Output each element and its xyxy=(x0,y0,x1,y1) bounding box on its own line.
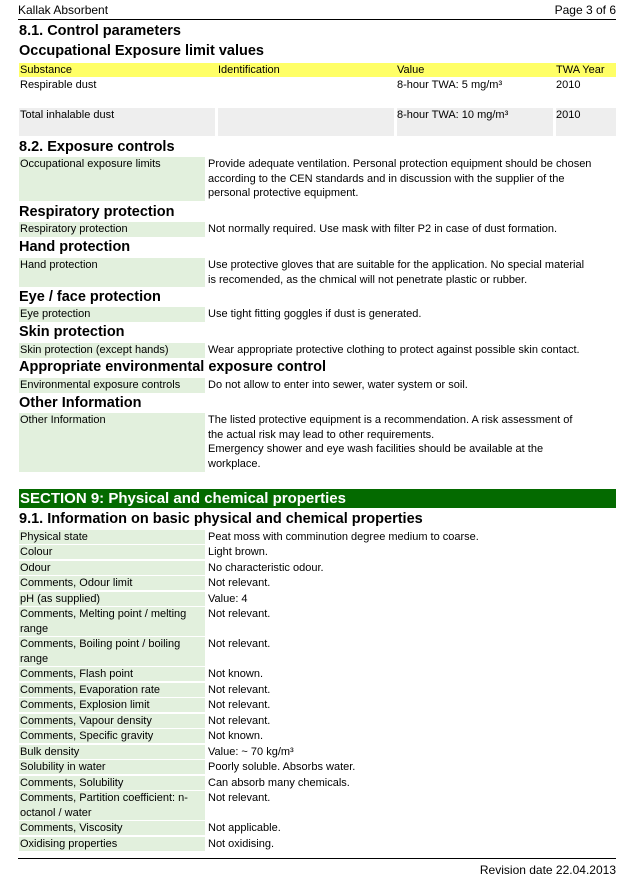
property-label-line: Comments, Solubility xyxy=(20,777,124,789)
value-skin: Wear appropriate protective clothing to protect against possible skin contact. xyxy=(208,344,580,356)
property-value: Not oxidising. xyxy=(208,838,275,850)
value-environmental: Do not allow to enter into sewer, water system or soil. xyxy=(208,379,468,391)
value-respiratory: Not normally required. Use mask with filter P2 in case of dust formation. xyxy=(208,223,558,235)
property-value: Not relevant. xyxy=(208,699,271,711)
property-label-line: octanol / water xyxy=(20,807,92,819)
heading-other: Other Information xyxy=(19,395,142,411)
property-label xyxy=(19,592,205,606)
property-label xyxy=(19,698,205,712)
property-value: Not relevant. xyxy=(208,608,271,620)
property-label-line: Colour xyxy=(20,546,53,558)
revision-date: Revision date 22.04.2013 xyxy=(479,863,616,877)
label-skin: Skin protection (except hands) xyxy=(19,343,205,358)
table-row xyxy=(19,108,616,136)
text-line: workplace. xyxy=(208,458,261,471)
oel-col-value: Value xyxy=(397,64,425,76)
property-value: Peat moss with comminution degree medium to coarse. xyxy=(208,531,479,543)
property-value: Not relevant. xyxy=(208,792,271,804)
property-label-line: Odour xyxy=(20,562,51,574)
heading-exposure-controls: 8.2. Exposure controls xyxy=(19,139,175,155)
page-header xyxy=(18,2,616,20)
heading-9-1: 9.1. Information on basic physical and chemical properties xyxy=(19,511,423,527)
label-respiratory: Respiratory protection xyxy=(19,222,205,237)
property-label xyxy=(19,729,205,743)
property-value: Value: 4 xyxy=(208,593,248,605)
property-label-line: Comments, Flash point xyxy=(20,668,134,680)
property-label xyxy=(19,530,205,544)
property-label xyxy=(19,791,205,820)
property-label-line: Comments, Specific gravity xyxy=(20,730,154,742)
property-label-line: Comments, Melting point / melting xyxy=(20,608,187,620)
text-line: is recomended, as the chmical will not penetrate plastic or rubber. xyxy=(208,273,528,286)
oel-col-substance: Substance xyxy=(20,64,72,76)
oel-col-identification: Identification xyxy=(218,64,280,76)
heading-hand: Hand protection xyxy=(19,239,131,255)
oel-cell-substance: Respirable dust xyxy=(20,79,97,91)
table-row xyxy=(19,78,616,106)
property-value: Value: ~ 70 kg/m³ xyxy=(208,746,294,758)
property-value: Can absorb many chemicals. xyxy=(208,777,350,789)
property-value: No characteristic odour. xyxy=(208,562,324,574)
property-label xyxy=(19,683,205,697)
property-label-line: Comments, Evaporation rate xyxy=(20,684,161,696)
property-value: Not known. xyxy=(208,668,264,680)
property-label-line: Solubility in water xyxy=(20,761,106,773)
document-title: Kallak Absorbent xyxy=(18,3,109,17)
property-label-line: Comments, Boiling point / boiling xyxy=(20,638,181,650)
label-hand: Hand protection xyxy=(19,258,205,287)
property-label xyxy=(19,760,205,774)
text-line: the actual risk may lead to other requirements. xyxy=(208,428,435,441)
property-label xyxy=(19,837,205,851)
property-label-line: Comments, Explosion limit xyxy=(20,699,150,711)
property-label xyxy=(19,607,205,636)
text-line: personal protective equipment. xyxy=(208,187,359,200)
property-label-line: range xyxy=(20,623,49,635)
property-label xyxy=(19,776,205,790)
property-value: Light brown. xyxy=(208,546,268,558)
property-label-line: Comments, Partition coefficient: n- xyxy=(20,792,188,804)
heading-eye: Eye / face protection xyxy=(19,289,161,305)
property-label xyxy=(19,667,205,681)
property-label xyxy=(19,561,205,575)
label-environmental: Environmental exposure controls xyxy=(19,378,205,393)
property-label-line: Physical state xyxy=(20,531,88,543)
text-line: Emergency shower and eye wash facilities should be available at the xyxy=(208,443,544,456)
text-line: Use protective gloves that are suitable for the application. No special material xyxy=(208,259,585,271)
property-value: Not known. xyxy=(208,730,264,742)
text-line: The listed protective equipment is a recommendation. A risk assessment of xyxy=(208,414,573,426)
text-line: Provide adequate ventilation. Personal protection equipment should be chosen xyxy=(208,158,592,170)
oel-cell-substance: Total inhalable dust xyxy=(20,109,115,121)
label-occupational-exposure-limits: Occupational exposure limits xyxy=(19,157,205,201)
oel-cell-year: 2010 xyxy=(556,79,581,91)
property-label-line: Comments, Vapour density xyxy=(20,715,152,727)
oel-cell-year: 2010 xyxy=(556,109,581,121)
property-label xyxy=(19,745,205,759)
label-eye: Eye protection xyxy=(19,307,205,322)
property-value: Poorly soluble. Absorbs water. xyxy=(208,761,356,773)
property-label xyxy=(19,714,205,728)
value-other xyxy=(208,413,616,472)
text-line: according to the CEN standards and in discussion with the supplier of the xyxy=(208,172,565,185)
heading-skin: Skin protection xyxy=(19,324,125,340)
page-number: Page 3 of 6 xyxy=(554,3,616,17)
property-label-line: Bulk density xyxy=(20,746,80,758)
property-label-line: Comments, Odour limit xyxy=(20,577,133,589)
property-value: Not relevant. xyxy=(208,684,271,696)
property-value: Not relevant. xyxy=(208,577,271,589)
heading-control-parameters: 8.1. Control parameters xyxy=(19,23,181,39)
property-value: Not relevant. xyxy=(208,715,271,727)
property-label-line: Oxidising properties xyxy=(20,838,118,850)
property-value: Not relevant. xyxy=(208,638,271,650)
section-9-bar: SECTION 9: Physical and chemical properties xyxy=(19,489,616,508)
footer-rule xyxy=(18,858,616,859)
oel-cell-value: 8-hour TWA: 10 mg/m³ xyxy=(397,109,509,121)
heading-oel: Occupational Exposure limit values xyxy=(19,43,264,59)
value-hand xyxy=(208,258,616,287)
property-label xyxy=(19,821,205,835)
value-eye: Use tight fitting goggles if dust is generated. xyxy=(208,308,422,320)
label-other: Other Information xyxy=(19,413,205,472)
property-label xyxy=(19,576,205,590)
oel-col-twa-year: TWA Year xyxy=(556,64,605,76)
property-label-line: range xyxy=(20,653,49,665)
property-label-line: Comments, Viscosity xyxy=(20,822,123,834)
property-label xyxy=(19,545,205,559)
heading-respiratory: Respiratory protection xyxy=(19,204,175,220)
property-label xyxy=(19,637,205,666)
property-value: Not applicable. xyxy=(208,822,281,834)
property-label-line: pH (as supplied) xyxy=(20,593,101,605)
heading-environmental: Appropriate environmental exposure control xyxy=(19,359,326,375)
oel-table-header xyxy=(19,63,616,77)
oel-cell-value: 8-hour TWA: 5 mg/m³ xyxy=(397,79,503,91)
value-occupational-exposure-limits xyxy=(208,157,616,201)
